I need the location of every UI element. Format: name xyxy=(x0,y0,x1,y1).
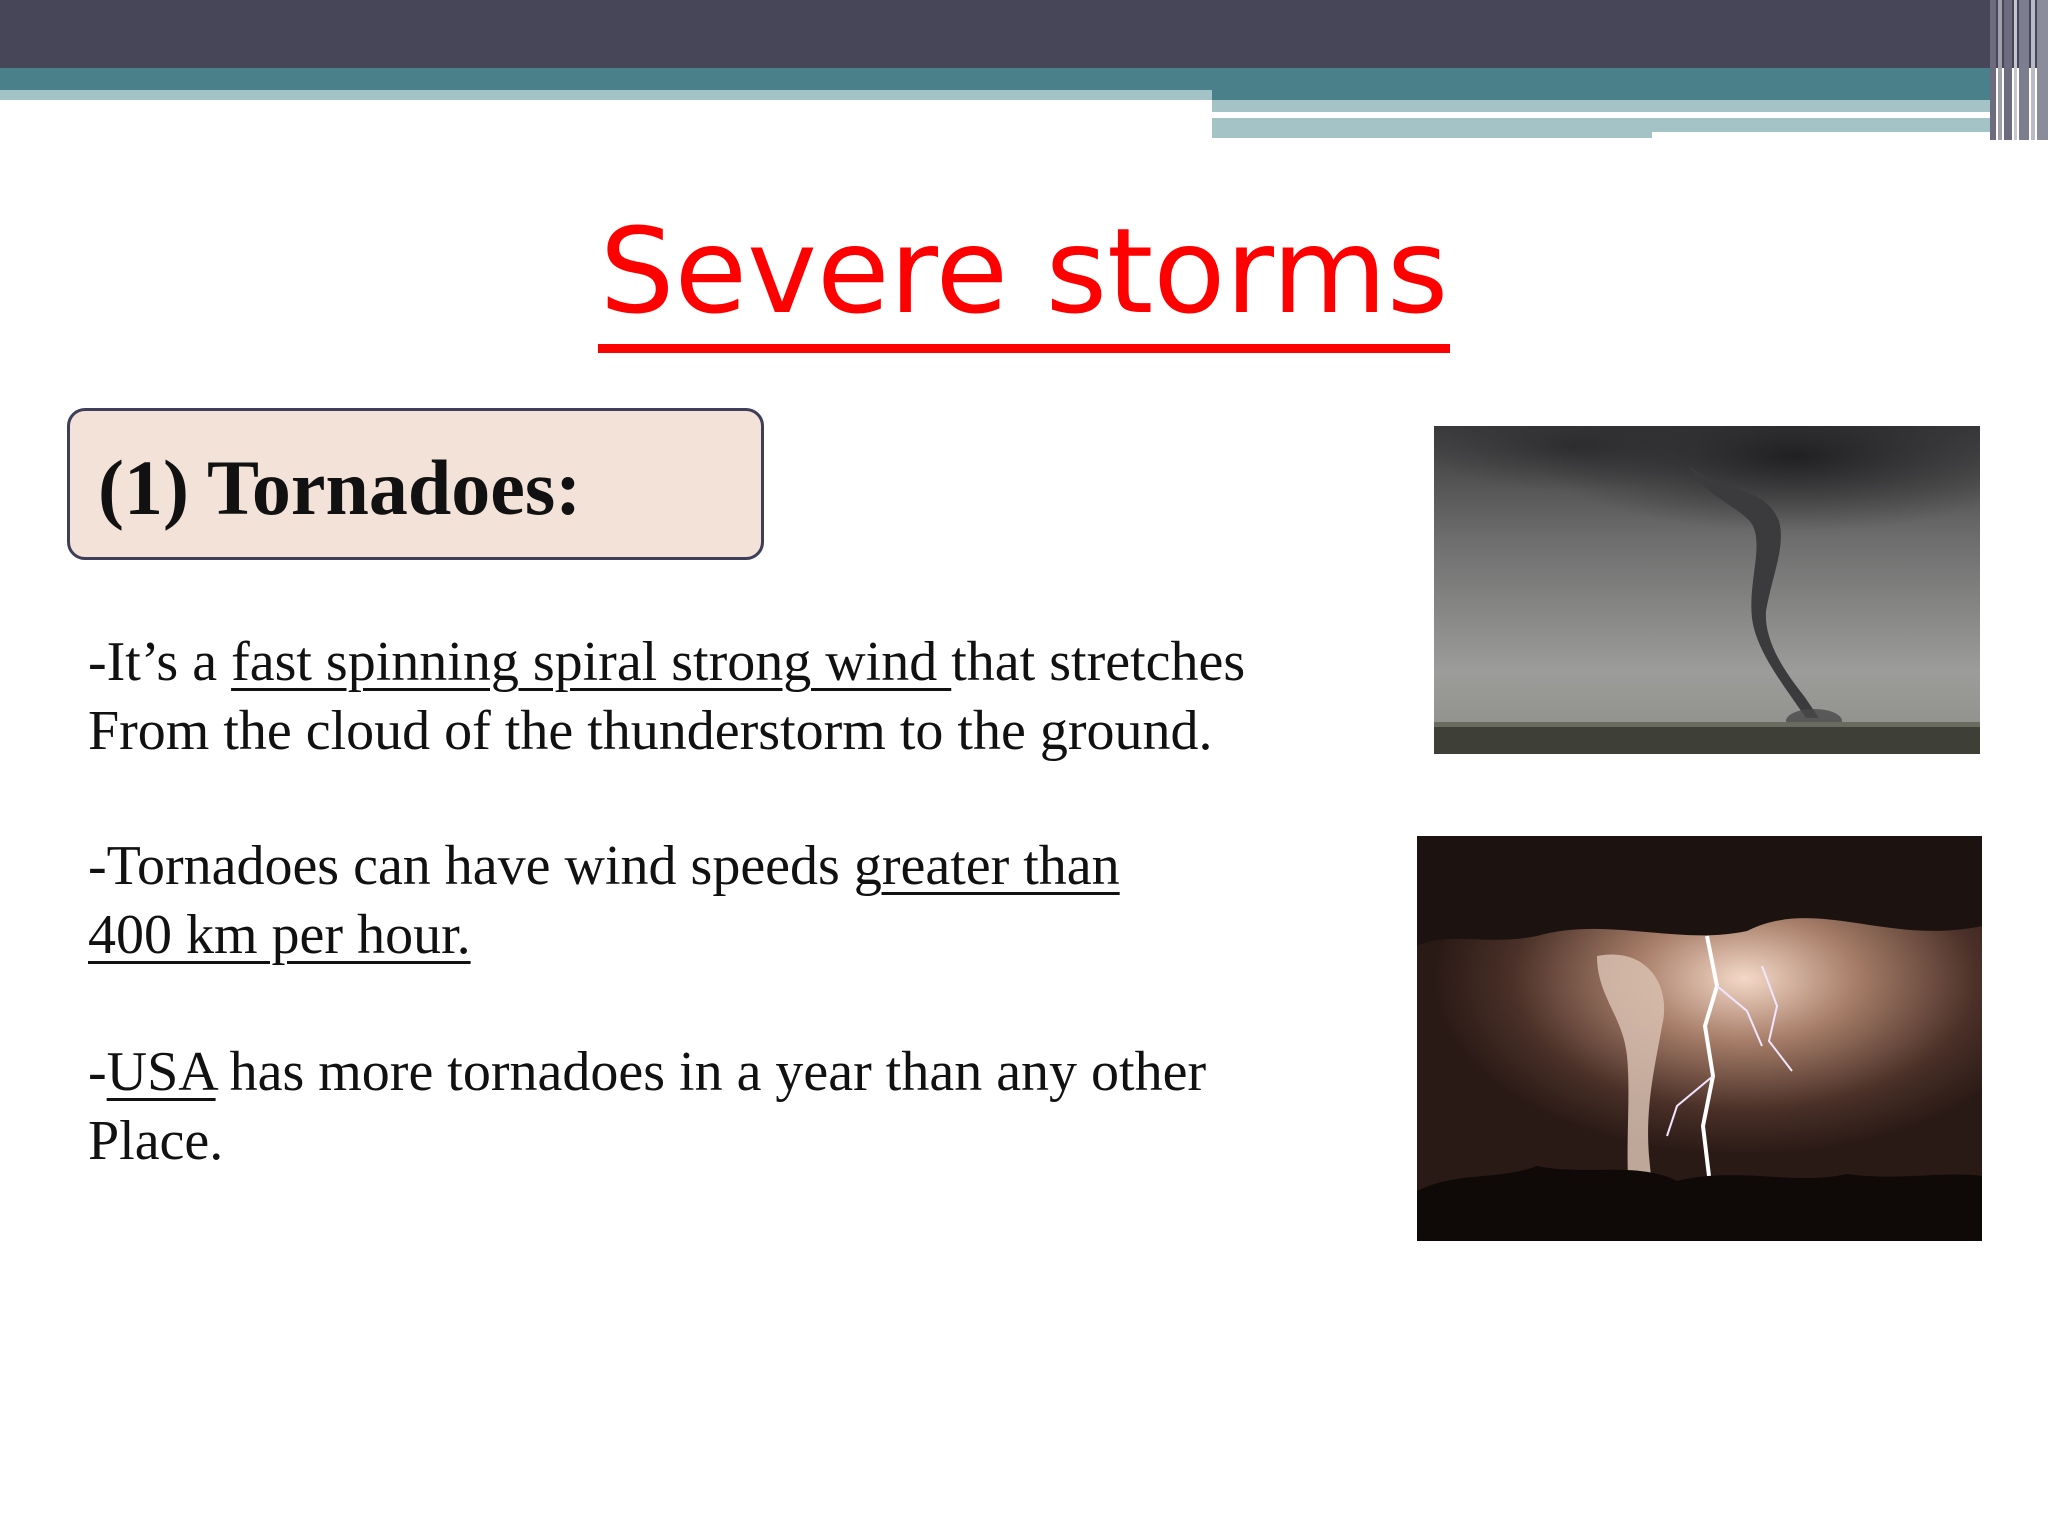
header-strip xyxy=(1212,118,1652,138)
subtitle-box xyxy=(67,408,764,560)
paragraph-line xyxy=(88,628,1428,697)
underlined-text: fast spinning spiral strong wind xyxy=(231,631,952,693)
text-run: -Tornadoes can have wind speeds xyxy=(88,835,854,897)
paragraph-wind-speed xyxy=(88,832,1428,970)
header-band-teal-extension xyxy=(1212,90,1992,100)
header-strip-gap xyxy=(1652,132,1992,137)
text-run: has more tornadoes in a year than any other xyxy=(215,1041,1207,1103)
header-band-light xyxy=(0,90,1212,100)
paragraph-usa xyxy=(88,1038,1428,1176)
header-corner-stripes xyxy=(1990,0,2048,140)
underlined-text: 400 km per hour. xyxy=(88,904,471,966)
tornado-lightning-photo xyxy=(1417,836,1982,1241)
text-run: Place. xyxy=(88,1110,224,1172)
slide-title: Severe storms xyxy=(0,212,2048,353)
paragraph-line xyxy=(88,1038,1428,1107)
underlined-text: USA xyxy=(106,1041,216,1103)
header-strip xyxy=(1652,118,1992,132)
text-run: - xyxy=(88,1041,107,1103)
header-band-teal xyxy=(0,68,1990,90)
subtitle-text: (1) Tornadoes: xyxy=(98,444,582,531)
text-run: -It’s a xyxy=(88,631,232,693)
paragraph-definition xyxy=(88,628,1428,766)
paragraph-line xyxy=(88,901,1428,970)
underlined-text: greater than xyxy=(853,835,1120,897)
paragraph-line xyxy=(88,1107,1428,1176)
header-strip xyxy=(1212,100,1992,112)
text-run: From the cloud of the thunderstorm to the ground. xyxy=(88,700,1213,762)
paragraph-line xyxy=(88,697,1428,766)
tornado-funnel-photo xyxy=(1434,426,1980,754)
paragraph-line xyxy=(88,832,1428,901)
header-band-dark xyxy=(0,0,2048,68)
text-run: that stretches xyxy=(951,631,1246,693)
